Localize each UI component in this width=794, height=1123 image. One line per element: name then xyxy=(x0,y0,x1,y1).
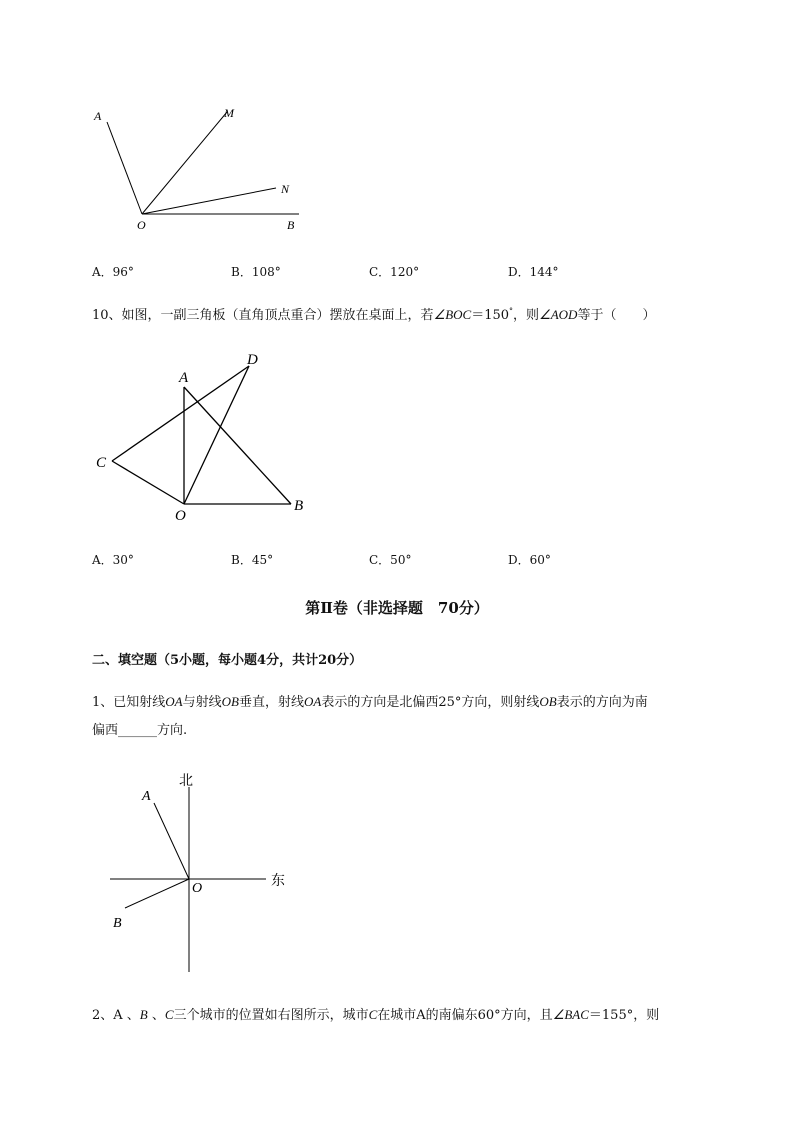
q10-choice-a[interactable]: A．30° xyxy=(92,553,134,567)
ray-OB xyxy=(125,879,189,908)
fill2-city-c: C xyxy=(164,1007,174,1022)
label-O: O xyxy=(192,881,203,896)
label-A: A xyxy=(94,109,102,123)
label-A: A xyxy=(179,370,189,386)
q10-eq: ＝150 xyxy=(471,308,510,323)
q10-text-before: 如图，一副三角板（直角顶点重合）摆放在桌面上，若 xyxy=(121,308,434,323)
fill-question-1-line1 xyxy=(92,691,648,710)
segment-AB xyxy=(184,387,291,504)
q9-choice-c[interactable]: C．120° xyxy=(369,265,420,279)
question-10 xyxy=(92,304,655,323)
q9-choice-d[interactable]: D．144° xyxy=(508,265,559,279)
fill1-ray-ob-2: OB xyxy=(539,694,557,709)
figure-set-squares xyxy=(90,345,320,530)
q10-choice-b[interactable]: B．45° xyxy=(231,553,274,567)
q9-choice-a[interactable]: A．96° xyxy=(92,265,134,279)
fill1-text-e: 表示的方向为南 xyxy=(556,695,648,710)
ray-OA xyxy=(154,803,189,879)
label-O: O xyxy=(137,218,146,232)
figure-compass xyxy=(100,765,300,980)
fill1-text-d: 表示的方向是北偏西25°方向，则射线 xyxy=(321,695,540,710)
q10-angle-aod: ∠AOD xyxy=(539,307,578,322)
label-N: N xyxy=(281,182,290,196)
q10-text-after: 等于（ ） xyxy=(577,308,656,323)
ray-OM xyxy=(142,112,227,214)
label-O: O xyxy=(175,508,186,524)
segment-CO xyxy=(112,461,184,504)
fill-question-1-line2: 偏西______方向. xyxy=(92,723,188,738)
fill2-angle-bac: ∠BAC xyxy=(552,1007,589,1022)
fill1-ray-ob: OB xyxy=(221,694,239,709)
fill2-city-c-2: C xyxy=(368,1007,378,1022)
q10-choice-d[interactable]: D．60° xyxy=(508,553,551,567)
label-B: B xyxy=(287,218,295,232)
fill2-text-g: 在城市A的南偏东60°方向，且 xyxy=(377,1008,553,1023)
fill2-text-a: 2、A 、 xyxy=(92,1008,140,1023)
fill-question-2 xyxy=(92,1004,659,1023)
fill1-text-b: 与射线 xyxy=(182,695,222,710)
fill1-text-a: 1、已知射线 xyxy=(92,695,166,710)
q10-choice-c[interactable]: C．50° xyxy=(369,553,412,567)
label-east: 东 xyxy=(271,873,285,889)
label-north: 北 xyxy=(179,773,193,789)
label-B: B xyxy=(294,498,304,514)
ray-OA xyxy=(107,122,142,214)
label-C: C xyxy=(96,455,107,471)
label-A: A xyxy=(142,789,151,804)
section2-title: 二、填空题（5小题，每小题4分，共计20分） xyxy=(92,653,363,668)
fill2-text-i: ＝155°，则 xyxy=(588,1008,660,1023)
q9-choice-b[interactable]: B．108° xyxy=(231,265,281,279)
fill2-text-c: 、 xyxy=(147,1008,165,1023)
part2-title: 第Ⅱ卷（非选择题 70分） xyxy=(305,599,489,617)
figure-angles-AMNOB xyxy=(80,95,320,245)
fill1-ray-oa: OA xyxy=(165,694,183,709)
q10-angle-boc: ∠BOC xyxy=(433,307,472,322)
q10-number: 10、 xyxy=(92,308,122,323)
fill2-city-b: B xyxy=(139,1007,148,1022)
label-B: B xyxy=(113,916,122,931)
q10-text-mid: ，则 xyxy=(513,308,540,323)
fill1-text-c: 垂直，射线 xyxy=(238,695,304,710)
label-M: M xyxy=(224,106,234,120)
fill2-text-e: 三个城市的位置如右图所示，城市 xyxy=(173,1008,369,1023)
segment-OD xyxy=(184,366,249,504)
fill1-ray-oa-2: OA xyxy=(304,694,322,709)
ray-ON xyxy=(142,188,276,214)
q10-deg: ° xyxy=(509,306,514,316)
label-D: D xyxy=(247,352,258,368)
